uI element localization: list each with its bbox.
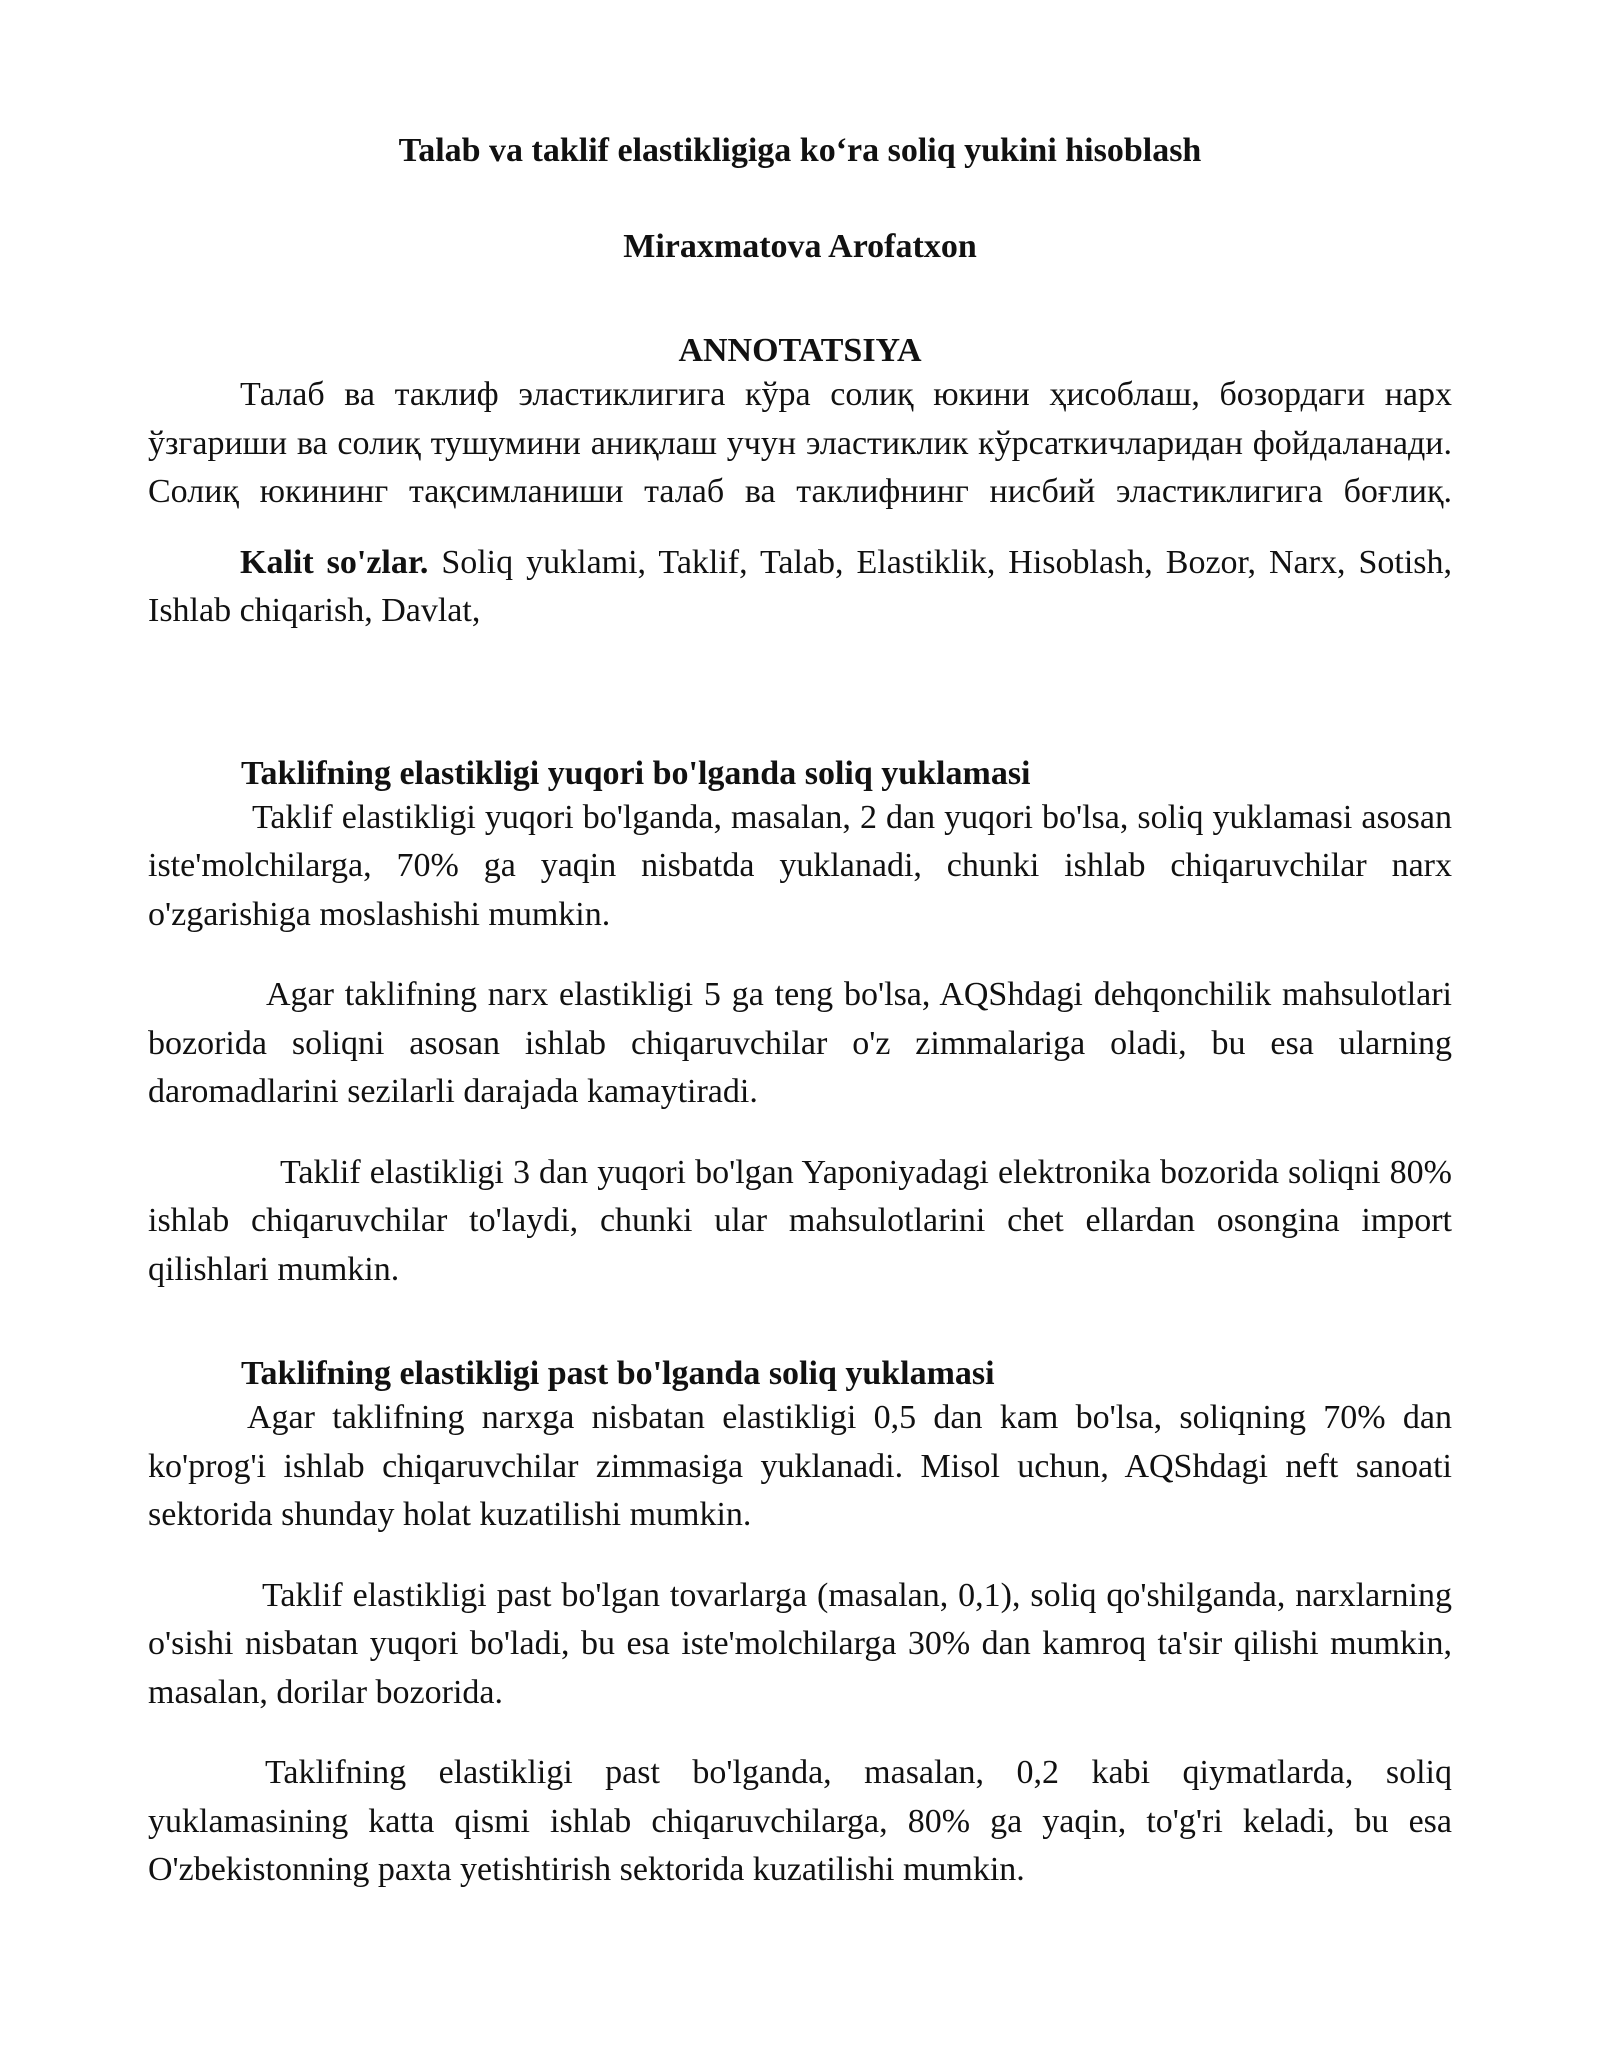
section1-paragraph-2: Agar taklifning narx elastikligi 5 ga teng bo'lsa, AQShdagi dehqonchilik mahsulotlari bozorida soliqni asosan ishlab chiqaruvchilar o'z zimmalariga oladi, bu esa ularning daromadlarini sezilarli darajada kamaytiradi. [148, 976, 1452, 1110]
section1-paragraph-1: Taklif elastikligi yuqori bo'lganda, masalan, 2 dan yuqori bo'lsa, soliq yuklamasi asosan iste'molchilarga, 70% ga yaqin nisbatda yuklanadi, chunki ishlab chiqaruvchilar narx o'zgarishiga moslashishi mumkin. [148, 798, 1452, 933]
section2-paragraph-2: Taklif elastikligi past bo'lgan tovarlarga (masalan, 0,1), soliq qo'shilganda, narxlarning o'sishi nisbatan yuqori bo'ladi, bu esa iste'molchilarga 30% dan kamroq ta'sir qilishi mumkin, masalan, dorilar bozorida. [148, 1576, 1452, 1711]
annotation-heading: ANNOTATSIYA [678, 332, 922, 369]
section-heading-low-elasticity: Taklifning elastikligi past bo'lganda soliq yuklamasi [241, 1355, 995, 1392]
paper-title: Talab va taklif elastikligiga ko‘ra soliq yukini hisoblash [398, 132, 1202, 169]
section-heading-high-elasticity: Taklifning elastikligi yuqori bo'lganda soliq yuklamasi [241, 754, 1031, 792]
keywords-text: Soliq yuklami, Taklif, Talab, Elastiklik, Hisoblash, Bozor, Narx, Sotish, Ishlab chiqarish, Davlat, [148, 543, 1452, 629]
annotation-text: Талаб ва таклиф эластиклигига кўра солиқ юкини ҳисоблаш, бозордаги нарх ўзгариши ва солиқ тушумини аниқлаш учун эластиклик кўрсаткичларидан фойдаланади. Солиқ юкининг тақсимланиши талаб ва таклифнинг нисбий эластиклигига боғлиқ. [148, 376, 1452, 510]
document-page [148, 0, 1452, 1895]
keywords-label: Kalit so'zlar. [240, 543, 429, 581]
section1-paragraph-3: Taklif elastikligi 3 dan yuqori bo'lgan Yaponiyadagi elektronika bozorida soliqni 80% ishlab chiqaruvchilar to'laydi, chunki ular mahsulotlarini chet ellardan osongina import qilishlari mumkin. [148, 1153, 1452, 1288]
section2-paragraph-1: Agar taklifning narxga nisbatan elastikligi 0,5 dan kam bo'lsa, soliqning 70% dan ko'prog'i ishlab chiqaruvchilar zimmasiga yuklanadi. Misol uchun, AQShdagi neft sanoati sektorida shunday holat kuzatilishi mumkin. [148, 1399, 1452, 1533]
author-name: Miraxmatova Arofatxon [623, 228, 977, 265]
section2-paragraph-3: Taklifning elastikligi past bo'lganda, masalan, 0,2 kabi qiymatlarda, soliq yuklamasining katta qismi ishlab chiqaruvchilarga, 80% ga yaqin, to'g'ri keladi, bu esa O'zbekistonning paxta yetishtirish sektorida kuzatilishi mumkin. [148, 1754, 1452, 1888]
keywords-paragraph [148, 539, 1452, 636]
